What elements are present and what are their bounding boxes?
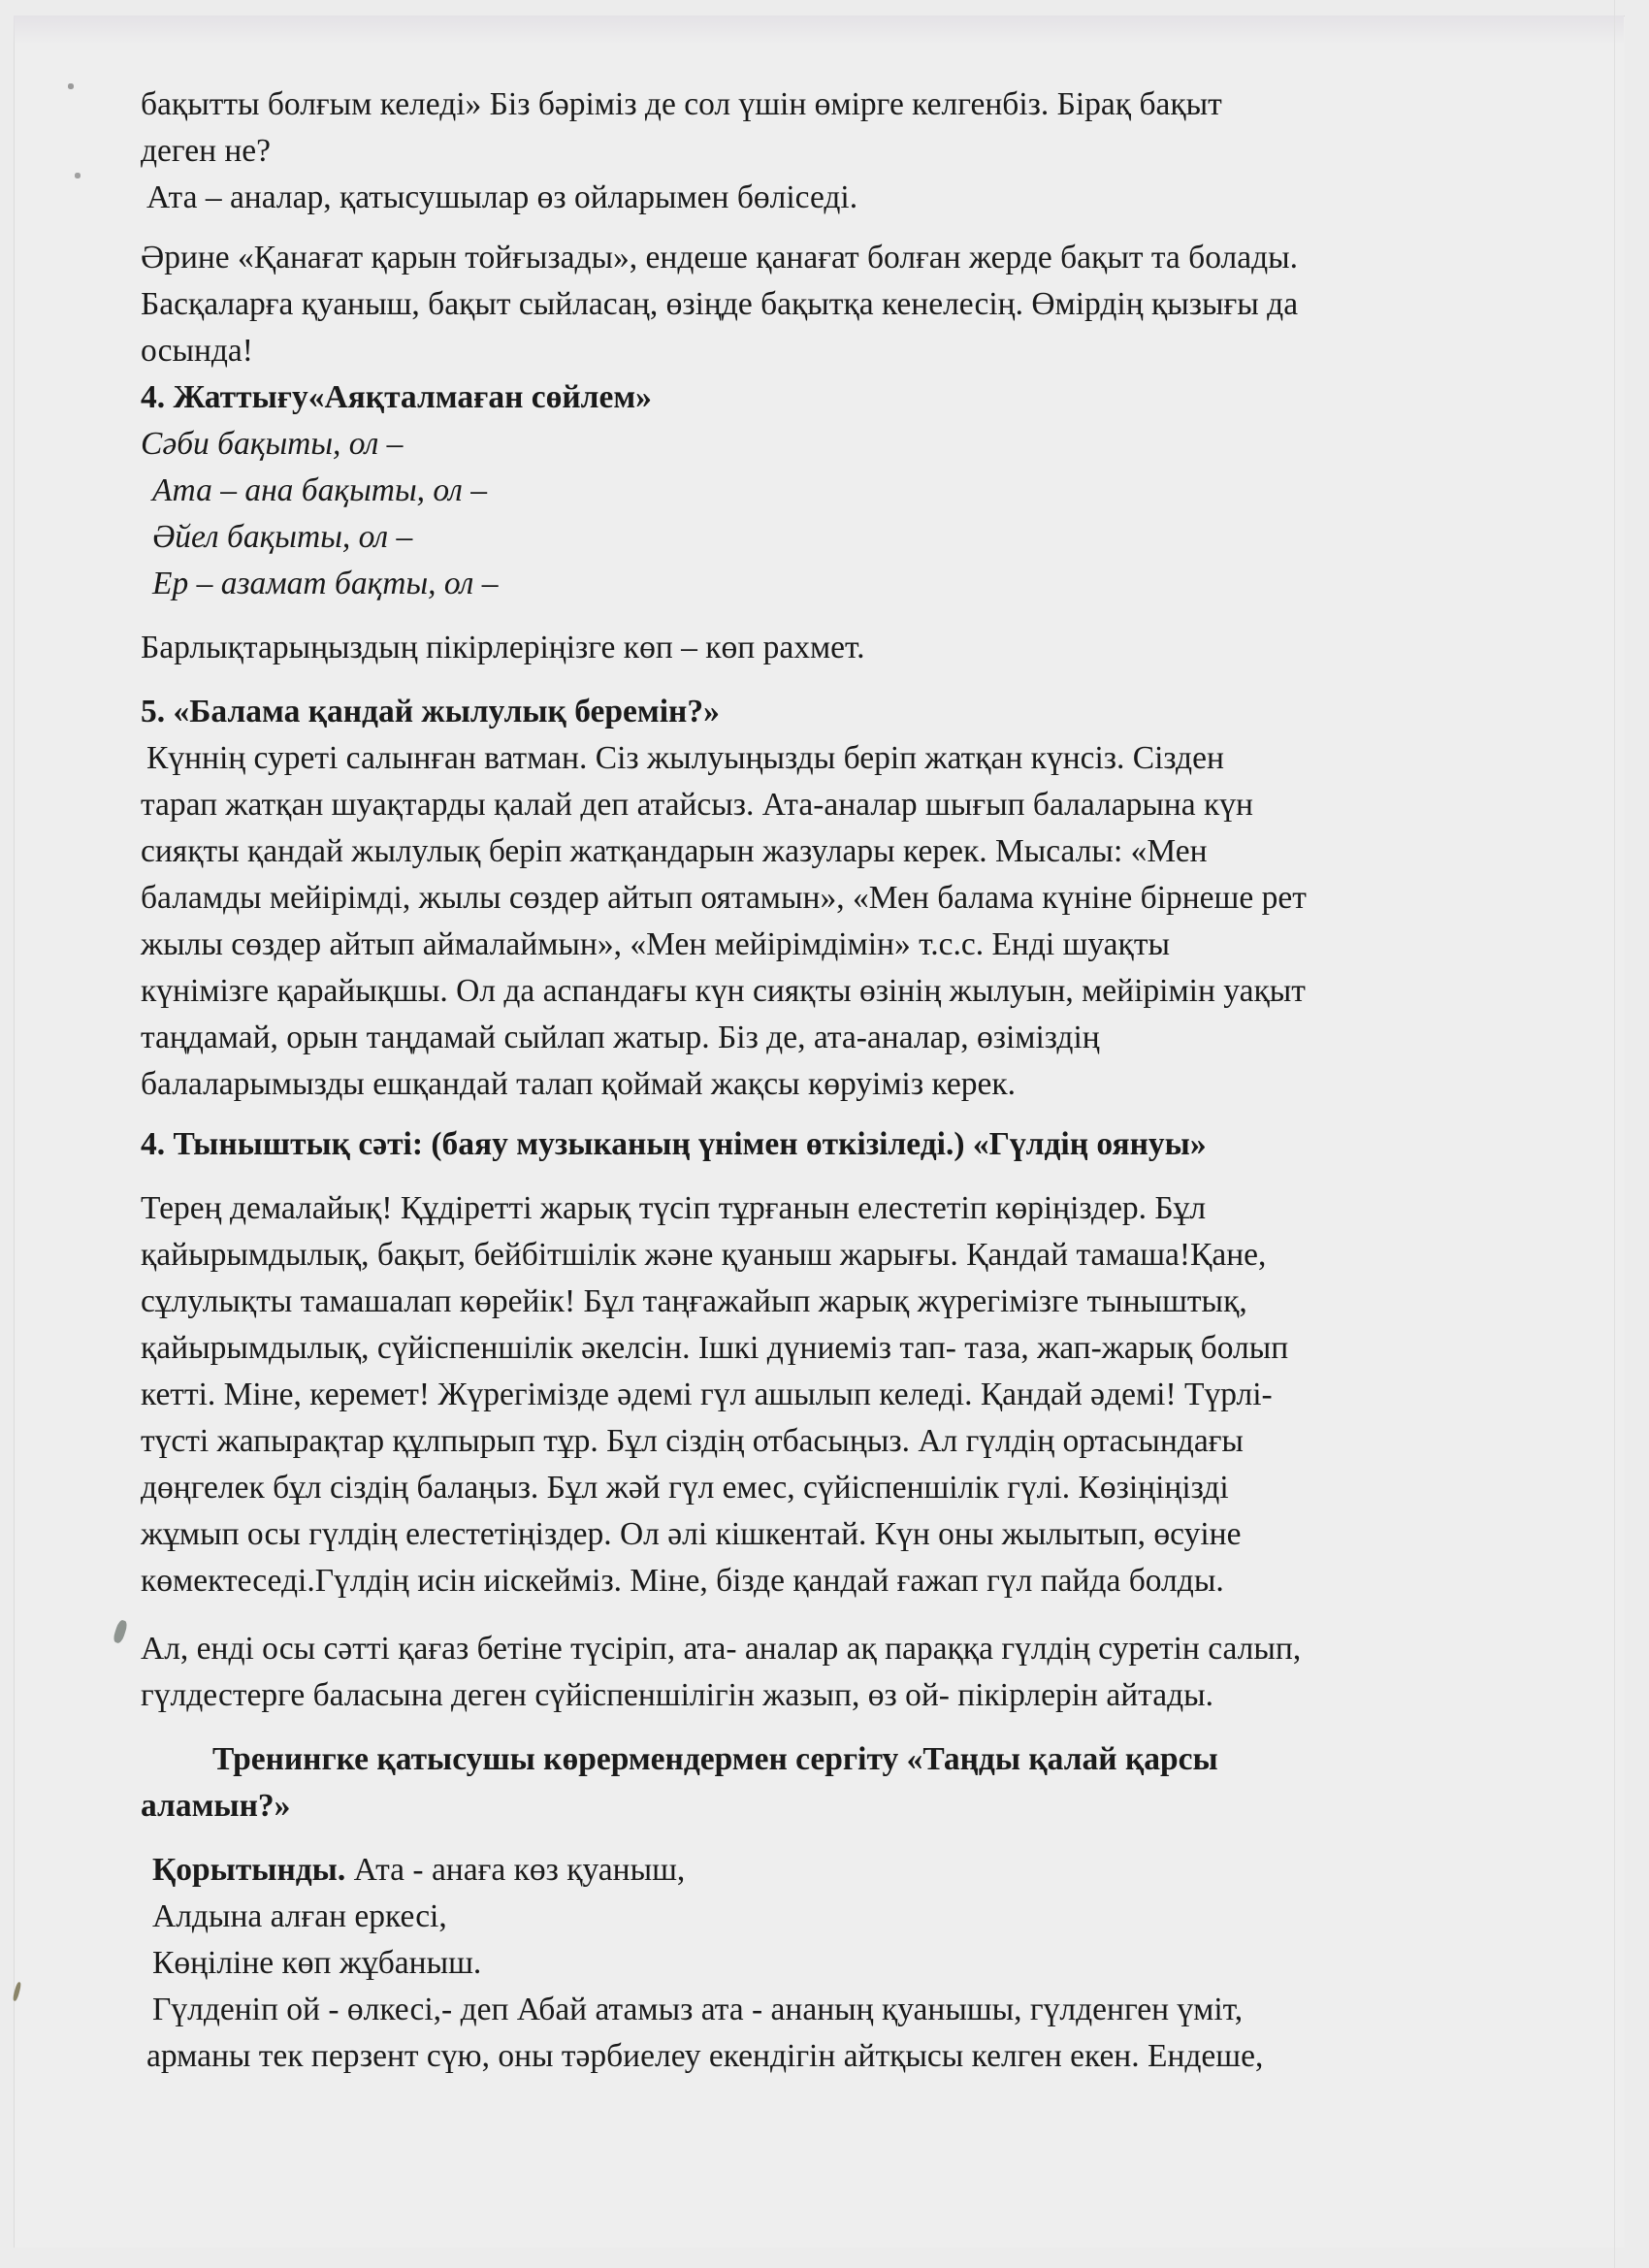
italic-list-item: Әйел бақыты, ол – [152, 519, 413, 555]
conclusion-text: Ата - анаға көз қуаныш, [345, 1852, 686, 1888]
text-line: Ата – аналар, қатысушылар өз ойларымен бөліседі. [146, 179, 858, 215]
text-line: деген не? [141, 133, 272, 169]
text-line: балаларымызды ешқандай талап қоймай жақсы көруіміз керек. [141, 1066, 1017, 1102]
text-line: сияқты қандай жылулық беріп жатқандарын жазулары керек. Мысалы: «Мен [141, 833, 1208, 869]
text-line: тарап жатқан шуақтарды қалай деп атайсыз. Ата-аналар шығып балаларына күн [141, 787, 1253, 823]
poem-line: Гүлденіп ой - өлкесі,- деп Абай атамыз ата - ананың қуанышы, гүлденген үміт, [152, 1992, 1244, 2027]
text-line: осында! [141, 333, 253, 369]
text-line: сұлулықты тамашалап көрейік! Бұл таңғажайып жарық жүрегімізге тыныштық, [141, 1283, 1247, 1319]
text-line: Барлықтарыңыздың пікірлеріңізге көп – көп рахмет. [141, 630, 865, 665]
text-line: дөңгелек бұл сіздің балаңыз. Бұл жәй гүл емес, сүйіспеншілік гүлі. Көзіңіңізді [141, 1470, 1229, 1506]
section-heading: 4. Жаттығу«Аяқталмаған сөйлем» [141, 379, 652, 415]
document-body [141, 81, 1518, 2080]
conclusion-label: Қорытынды. [152, 1852, 346, 1888]
text-line: жылы сөздер айтып аймалаймын», «Мен мейірімдімін» т.с.с. Енді шуақты [141, 926, 1170, 962]
section-heading: аламын?» [141, 1788, 291, 1824]
text-line: Терең демалайық! Құдіретті жарық түсіп тұрғанын елестетіп көріңіздер. Бұл [141, 1190, 1207, 1226]
text-line: Әрине «Қанағат қарын тойғызады», ендеше қанағат болған жерде бақыт та болады. [141, 240, 1299, 275]
text-line: кетті. Міне, керемет! Жүрегімізде әдемі гүл ашылып келеді. Қандай әдемі! Түрлі- [141, 1377, 1273, 1412]
text-line: таңдамай, орын таңдамай сыйлап жатыр. Біз де, ата-аналар, өзіміздің [141, 1020, 1100, 1055]
poem-line: Көңіліне көп жұбаныш. [152, 1945, 482, 1981]
text-line: Күннің суреті салынған ватман. Сіз жылуыңызды беріп жатқан күнсіз. Сізден [146, 740, 1224, 776]
text-line: қайырымдылық, бақыт, бейбітшілік және қуаныш жарығы. Қандай тамаша!Қане, [141, 1237, 1267, 1273]
text-line: күнімізге қарайықшы. Ол да аспандағы күн сияқты өзінің жылуын, мейірімін уақыт [141, 973, 1306, 1009]
text-line: бақытты болғым келеді» Біз бәріміз де сол үшін өмірге келгенбіз. Бірақ бақыт [141, 86, 1222, 122]
text-line: арманы тек перзент сүю, оны тәрбиелеу екендігін айтқысы келген екен. Ендеше, [146, 2038, 1264, 2074]
section-heading: 4. Тыныштық сәті: (баяу музыканың үнімен өткізіледі.) «Гүлдің оянуы» [141, 1126, 1207, 1162]
page-edge [1614, 0, 1615, 2268]
text-line: жұмып осы гүлдің елестетіңіздер. Ол әлі кішкентай. Күн оны жылытып, өсуіне [141, 1516, 1242, 1552]
italic-list-item: Ер – азамат бақты, ол – [152, 566, 499, 601]
section-heading: 5. «Балама қандай жылулық беремін?» [141, 694, 720, 729]
text-line: гүлдестерге баласына деген сүйіспеншілігін жазып, өз ой- пікірлерін айтады. [141, 1677, 1213, 1713]
section-heading: Тренингке қатысушы көрермендермен сергіту «Таңды қалай қарсы [212, 1741, 1218, 1777]
text-line: түсті жапырақтар құлпырып тұр. Бұл сіздің отбасыңыз. Ал гүлдің ортасындағы [141, 1423, 1244, 1459]
scan-speck [75, 173, 81, 178]
text-line: Ал, енді осы сәтті қағаз бетіне түсіріп, ата- аналар ақ параққа гүлдің суретін салып, [141, 1631, 1302, 1667]
scan-shadow [14, 16, 1624, 45]
italic-list-item: Ата – ана бақыты, ол – [152, 472, 488, 508]
scan-speck [68, 83, 74, 89]
poem-line: Алдына алған еркесі, [152, 1898, 447, 1934]
text-line: қайырымдылық, сүйіспеншілік әкелсін. Ішкі дүниеміз тап- таза, жап-жарық болып [141, 1330, 1289, 1366]
text-line: көмектеседі.Гүлдің исін иіскейміз. Міне, бізде қандай ғажап гүл пайда болды. [141, 1563, 1224, 1599]
text-line: баламды мейірімді, жылы сөздер айтып оятамын», «Мен балама күніне бірнеше рет [141, 880, 1307, 916]
text-line: Басқаларға қуаныш, бақыт сыйласаң, өзіңде бақытқа кенелесің. Өмірдің қызығы да [141, 286, 1299, 322]
italic-list-item: Сәби бақыты, ол – [141, 426, 404, 462]
conclusion-line [141, 1847, 1518, 1894]
